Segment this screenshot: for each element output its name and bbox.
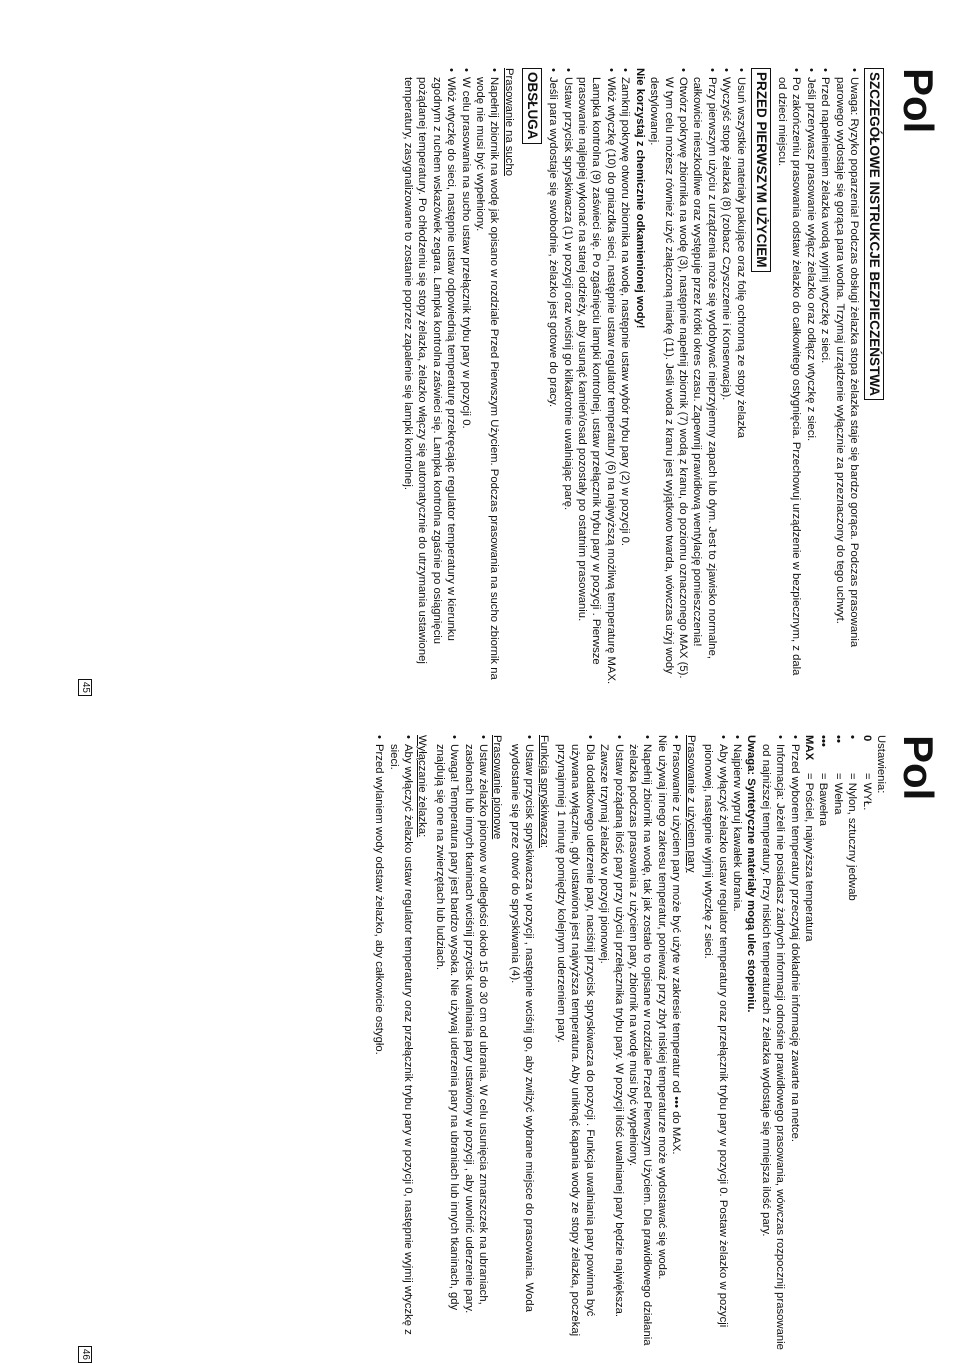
switch-off-list [372,735,415,1355]
settings-value: = Bawełna [817,773,830,827]
settings-row [816,735,830,1355]
settings-key: •• [831,735,844,743]
language-title: Pol [895,735,942,801]
list-item: • Ustaw żelazko pionowo w odległości około 15 do 30 cm od ubrania. W celu usunięcia zmarszczek na ubraniach, zasłonach lub innych tkaninach wciśnij przycisk uwalniania pary ustawiony w pozycji , aby uwolnić uderzenie pary. [461,735,490,1355]
warning-text: Nie korzystaj z chemicznie odkamienionej wody! [633,68,646,329]
list-item: • Uwaga: Ryzyko poparzenia! Podczas obsługi żelazka stopa żelazka staje się bardzo gorąca. Podczas prasowania parowego wydostaje się gorąca para wodna. Trzymaj urządzenie wyłącznie za przeznaczony do tego uchwyt. [832,68,861,688]
settings-key: MAX [802,735,815,761]
settings-row [859,735,873,1355]
steam-list [554,735,684,1355]
list-item: • Przed wylaniem wody odstaw żelazko, aby całkowicie ostygło. [372,735,386,1355]
vertical-list [432,735,490,1355]
list-item: • Przed wyborem temperatury przeczytaj dokładnie informację zawarte na metce. [787,735,801,1355]
list-item: • Usuń wszystkie materiały pakujące oraz folię ochronną ze stopy żelazka [733,68,747,688]
manual-page-46 [80,735,942,1360]
list-item: • Zamknij pokrywę otworu zbiornika na wodę, następnie ustaw wybór trybu pary (2) w pozycji 0. [618,68,632,688]
list-item: • Jeśli przerywasz prasowanie wyłącz żelazko oraz odłącz wtyczkę z sieci. [803,68,817,688]
first-use-list [546,68,748,688]
manual-page-45 [80,68,942,693]
list-item: • Najpierw wypruj kawałek ubrania. [730,735,744,1355]
list-item: • Napełnij zbiornik na wodę jak opisano w rozdziale Przed Pierwszym Użyciem. Podczas prasowania na sucho zbiornik na wodę nie musi być wypełniony. [473,68,502,688]
list-item: • Jeśli para wydostaje się swobodnie, żelazko jest gotowe do pracy. [546,68,560,688]
subheading-spray-function: Funkcja spryskiwacza: [537,735,550,849]
settings-value: = Nylon, sztuczny jedwab [846,773,859,901]
safety-list [775,68,861,688]
use-list [401,68,502,688]
section-heading-safety: SZCZEGÓŁOWE INSTRUKCJE BEZPIECZEŃSTWA [864,68,884,400]
list-item: • Włóż wtyczkę do sieci, następnie ustaw odpowiednią temperaturę przekręcając regulator temperatury w kierunku zgodnym z ruchem wskazówek zegara. Lampka kontrolna zaświeci się. Lampka kontrolna zgaśnie po osiągnięciu pożądanej temperatury. Po chłodzeniu się stopy żelazka, żelazko włączy się automatycznie do utrzymania ustawionej temperatury, zasygnalizowane to zostanie poprzez zapalenie się lampki kontrolnej. [401,68,459,688]
list-item: • Prasowanie z użyciem pary może być użyte w zakresie temperatur od ••• do MAX. [669,735,683,1355]
list-item: • Ustaw pożądaną ilość pary przy użyciu przełącznika trybu pary. W pozycji ilość uwalnianej pary będzie największa. Zawsze trzymaj żelazko w pozycji pionowej. [597,735,626,1355]
settings-key: ••• [817,735,830,747]
section-heading-use: OBSŁUGA [522,68,542,144]
settings-row [802,735,816,1355]
list-item: • Aby wyłączyć żelazko ustaw regulator temperatury oraz przełącznik trybu pary w pozycji 0, następnie wyjmij wtyczkę z sieci. [386,735,415,1355]
page-number: 46 [78,1346,92,1363]
settings-key: 0 [860,735,873,742]
warning-text: Uwaga: Syntetyczne materiały mogą ulec stopieniu. [745,735,758,1013]
list-item: • W celu prasowania na sucho ustaw przełącznik trybu pary w pozycji 0. [458,68,472,688]
list-item: • Po zakończeniu prasowania odstaw żelazko do całkowitego ostygnięcia. Przechowuj urządzenie w bezpiecznym, z dala od dzieci miejscu. [775,68,804,688]
text-column [372,735,888,1355]
settings-title: Ustawienia: [875,735,887,794]
list-item: • Przy pierwszym użyciu z urządzenia może się wydobywać nieprzyjemny zapach lub dym. Jest to zjawisko normalne, całkowicie nieszkodliwe oraz występuje przez krótki okres czasu. Zapewnij prawidłową wentylację pomieszczenia! [690,68,719,688]
subheading-dry-ironing: Prasowanie na sucho [502,68,515,177]
list-item: • Ustaw przycisk spryskiwacza (1) w pozycji oraz wciśnij go kilkakrotnie uwalniając parę. [560,68,574,688]
subheading-steam-ironing: Prasowanie z użyciem pary [684,735,697,873]
language-title: Pol [895,68,942,134]
settings-value: = Wełna [831,773,844,815]
list-item: • Aby wyłączyć żelazko ustaw regulator temperatury oraz przełącznik trybu pary w pozycji 0. Postaw żelazko w pozycji pionowej, następnie wyjmij wtyczkę z sieci. [701,735,730,1355]
list-item: • Dla dodatkowego uderzenie pary, naciśnij przycisk spryskiwacza do pozycji . Funkcja uwalniania pary powinna być używana wyłącznie, gdy ustawiona jest najwyższa temperatura. Aby uniknąć kapania wody ze stopy żelazka, poczekaj przynajmniej 1 minutę pomiędzy kolejnym uderzeniem pary. [554,735,597,1355]
list-item: • Włóż wtyczkę (10) do gniazdka sieci, następnie ustaw regulator temperatury (6) na najwyższą możliwą temperaturę MAX. Lampka kontrolna (9) zaświeci się. Po zgaśnięciu lampki kontrolnej, ustaw przełącznik trybu pary w pozycji . Pierwsze prasowanie najlepiej wykonać na starej odzieży, aby usunąć kamień/osad pozostały po ostatnim prasowaniu. [575,68,618,688]
list-item: • Napełnij zbiornik na wodę, tak jak zostało to opisane w rozdziale Przed Pierwszym Użyciem. Dla prawidłowego działania żelazka podczas prasowania z użyciem pary, zbiornik na wodę musi być wypełniony. [626,735,655,1355]
settings-key: • [846,735,859,739]
list-item: • Uwaga! Temperatura pary jest bardzo wysoka. Nie używaj uderzenia pary na ubraniach lub innych tkaninach, gdy znajdują się one na zwierzętach lub ludziach. [432,735,461,1355]
subheading-switch-off: Wyłączanie żelazka: [416,735,429,838]
settings-value: = Pościel, najwyższa temperatura [802,773,815,942]
settings-value: = WYŁ. [860,773,873,811]
paragraph: Nie używaj innego zakresu temperatur, ponieważ przy zbyt niskiej temperaturze może wydostawać się woda. [655,735,668,1280]
list-item: • Informacja: Jeżeli nie posiadasz żadnych informacji odnośnie prawidłowego prasowania, wówczas rozpocznij prasowanie od najniższej temperatury. Przy niskich temperaturach z żelazka wydostaje się mniejsza ilość pary. [758,735,787,1355]
settings-row [830,735,844,1355]
list-item: • Ustaw przycisk spryskiwacza w pozycji , następnie wciśnij go, aby zwilżyć wybrane miejsce do prasowania. Woda wydostanie się przez otwór do spryskiwania (4). [507,735,536,1355]
settings-row [845,735,859,1355]
spray-list [507,735,536,1355]
list-item: • Otwórz pokrywę zbiornika na wodę (3), następnie napełnij zbiornik (7) wodą z kranu, do poziomu oznaczonego MAX (5). W tym celu możesz również użyć załączoną miarkę (11). Jeśli woda z kranu jest wyjątkowo twarda, wówczas użyj wody destylowanej. [647,68,690,688]
subheading-vertical-ironing: Prasowanie pionowe [491,735,504,840]
section-heading-first-use: PRZED PIERWSZYM UŻYCIEM [751,68,771,272]
page-number: 45 [78,679,92,696]
list-item: • Wyczyść stopę żelazka (8) (zobacz Czyszczenie i Konserwacja). [719,68,733,688]
text-column [401,68,888,688]
list-item: • Przed napełnieniem żelazka wodą wyjmij wtyczkę z sieci. [818,68,832,688]
temperature-list [701,735,802,1355]
